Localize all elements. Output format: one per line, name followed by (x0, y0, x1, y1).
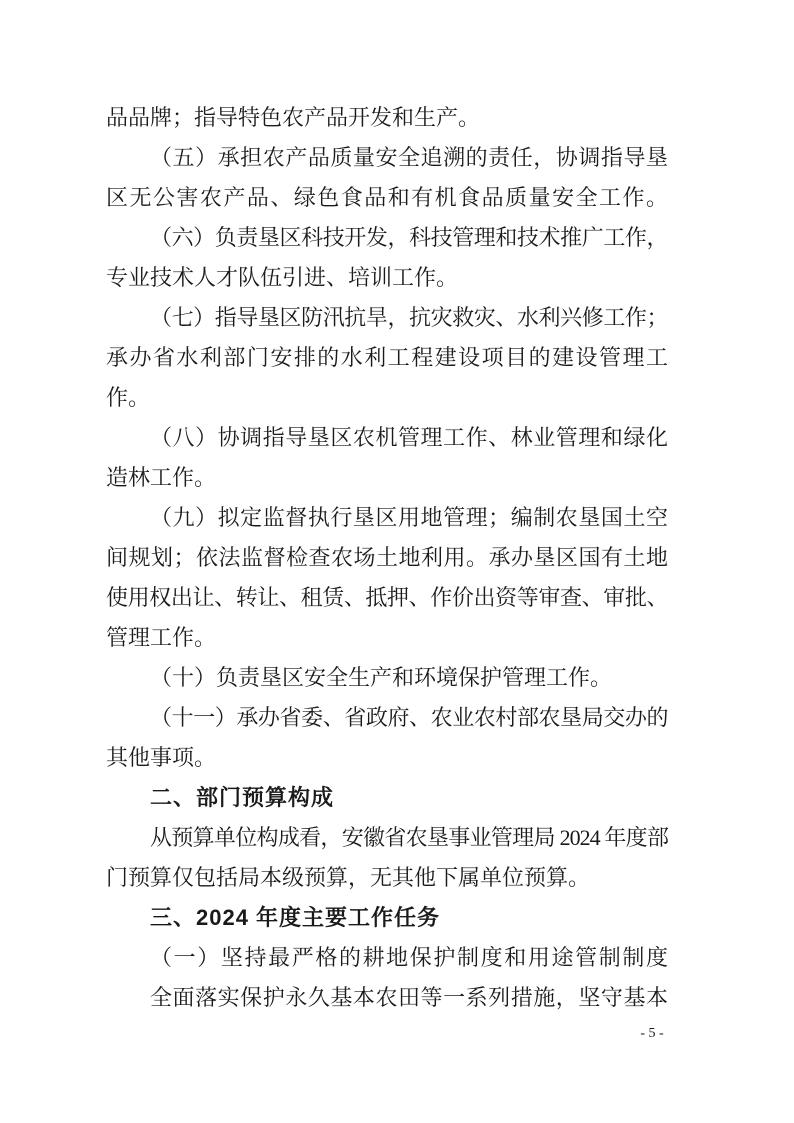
text-line: 造林工作。 (106, 465, 217, 490)
page-number: - 5 - (640, 1026, 664, 1041)
text-line: （十一）承办省委、省政府、农业农村部农垦局交办的 (150, 705, 668, 730)
text-line: 门预算仅包括局本级预算，无其他下属单位预算。 (106, 865, 591, 890)
text-line: 二、部门预算构成 (150, 785, 335, 810)
text-line: 全面落实保护永久基本农田等一系列措施，坚守基本 (150, 985, 668, 1010)
text-line: 作。 (106, 385, 151, 410)
text-line: 间规划；依法监督检查农场土地利用。承办垦区国有土地 (106, 545, 668, 570)
text-line: 管理工作。 (106, 625, 217, 650)
text-line: 专业技术人才队伍引进、培训工作。 (106, 265, 459, 290)
text-line: （一）坚持最严格的耕地保护制度和用途管制制度 (150, 945, 668, 970)
text-line: （九）拟定监督执行垦区用地管理；编制农垦国土空 (150, 505, 668, 530)
text-line: 承办省水利部门安排的水利工程建设项目的建设管理工 (106, 345, 668, 370)
text-line: 使用权出让、转让、租赁、抵押、作价出资等审查、审批、 (106, 585, 668, 610)
text-line: 其他事项。 (106, 745, 217, 770)
document-body (106, 98, 668, 1018)
text-line: 品品牌；指导特色农产品开发和生产。 (106, 105, 481, 130)
text-line: 区无公害农产品、绿色食品和有机食品质量安全工作。 (106, 185, 668, 210)
text-line: （六）负责垦区科技开发，科技管理和技术推广工作， (150, 225, 668, 250)
text-line: （八）协调指导垦区农机管理工作、林业管理和绿化 (150, 425, 668, 450)
text-line: （十）负责垦区安全生产和环境保护管理工作。 (150, 665, 613, 690)
text-line: 从预算单位构成看，安徽省农垦事业管理局 2024 年度部 (150, 825, 668, 850)
text-line: （五）承担农产品质量安全追溯的责任，协调指导垦 (150, 145, 668, 170)
text-line: （七）指导垦区防汛抗旱，抗灾救灾、水利兴修工作； (150, 305, 668, 330)
text-line: 三、2024 年度主要工作任务 (150, 905, 441, 930)
